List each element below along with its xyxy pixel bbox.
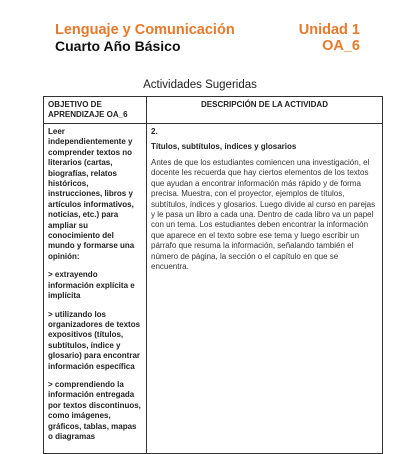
objective-cell — [44, 124, 147, 454]
grade-label: Cuarto Año Básico — [55, 38, 181, 54]
objective-bullet: > extrayendo información explícita e implícita — [48, 270, 135, 301]
activity-description: Antes de que los estudiantes comiencen una investigación, el docente les recuerda que hay ciertos elementos de los textos que ayudan a encontrar información más rápido y de forma precisa. Muestra, con el proyector, ejemplos de títulos, subtítulos, índices y glosarios. Luego divide al curso en parejas y le pasa un libro a cada una. Dentro de cada libro va un papel con un tema. Los estudiantes deben encontrar la información que aparece en el texto sobre ese tema y luego escribir un párrafo que resuma la información, señalando también el número de página, la sección o el capítulo en que se encuentra. — [151, 158, 376, 272]
subject-title: Lenguaje y Comunicación — [55, 22, 235, 38]
description-column-header: DESCRIPCIÓN DE LA ACTIVIDAD — [147, 97, 383, 124]
activities-table — [43, 96, 383, 454]
objective-bullet: > comprendiendo la información entregada por textos discontinuos, como imágenes, gráficos, tablas, mapas o diagramas — [48, 379, 141, 441]
table-row — [44, 124, 383, 454]
objective-bullet: > utilizando los organizadores de textos expositivos (títulos, subtítulos, índice y glosario) para encontrar información específica — [48, 309, 141, 371]
objective-intro: Leer independientemente y comprender textos no literarios (cartas, biografías, relatos históricos, instrucciones, libros y artículos informativos, noticias, etc.) para ampliar su conocimiento del mundo y formarse una opinión: — [48, 127, 135, 261]
activity-cell — [147, 124, 383, 454]
page-header — [55, 22, 360, 54]
activity-title: Títulos, subtítulos, índices y glosarios — [151, 142, 297, 151]
oa-code: OA_6 — [322, 38, 360, 54]
unit-label: Unidad 1 — [298, 22, 360, 38]
activity-number: 2. — [151, 127, 158, 136]
objective-column-header: OBJETIVO DE APRENDIZAJE OA_6 — [44, 97, 147, 124]
section-title: Actividades Sugeridas — [143, 79, 257, 91]
table-header-row — [44, 97, 383, 124]
